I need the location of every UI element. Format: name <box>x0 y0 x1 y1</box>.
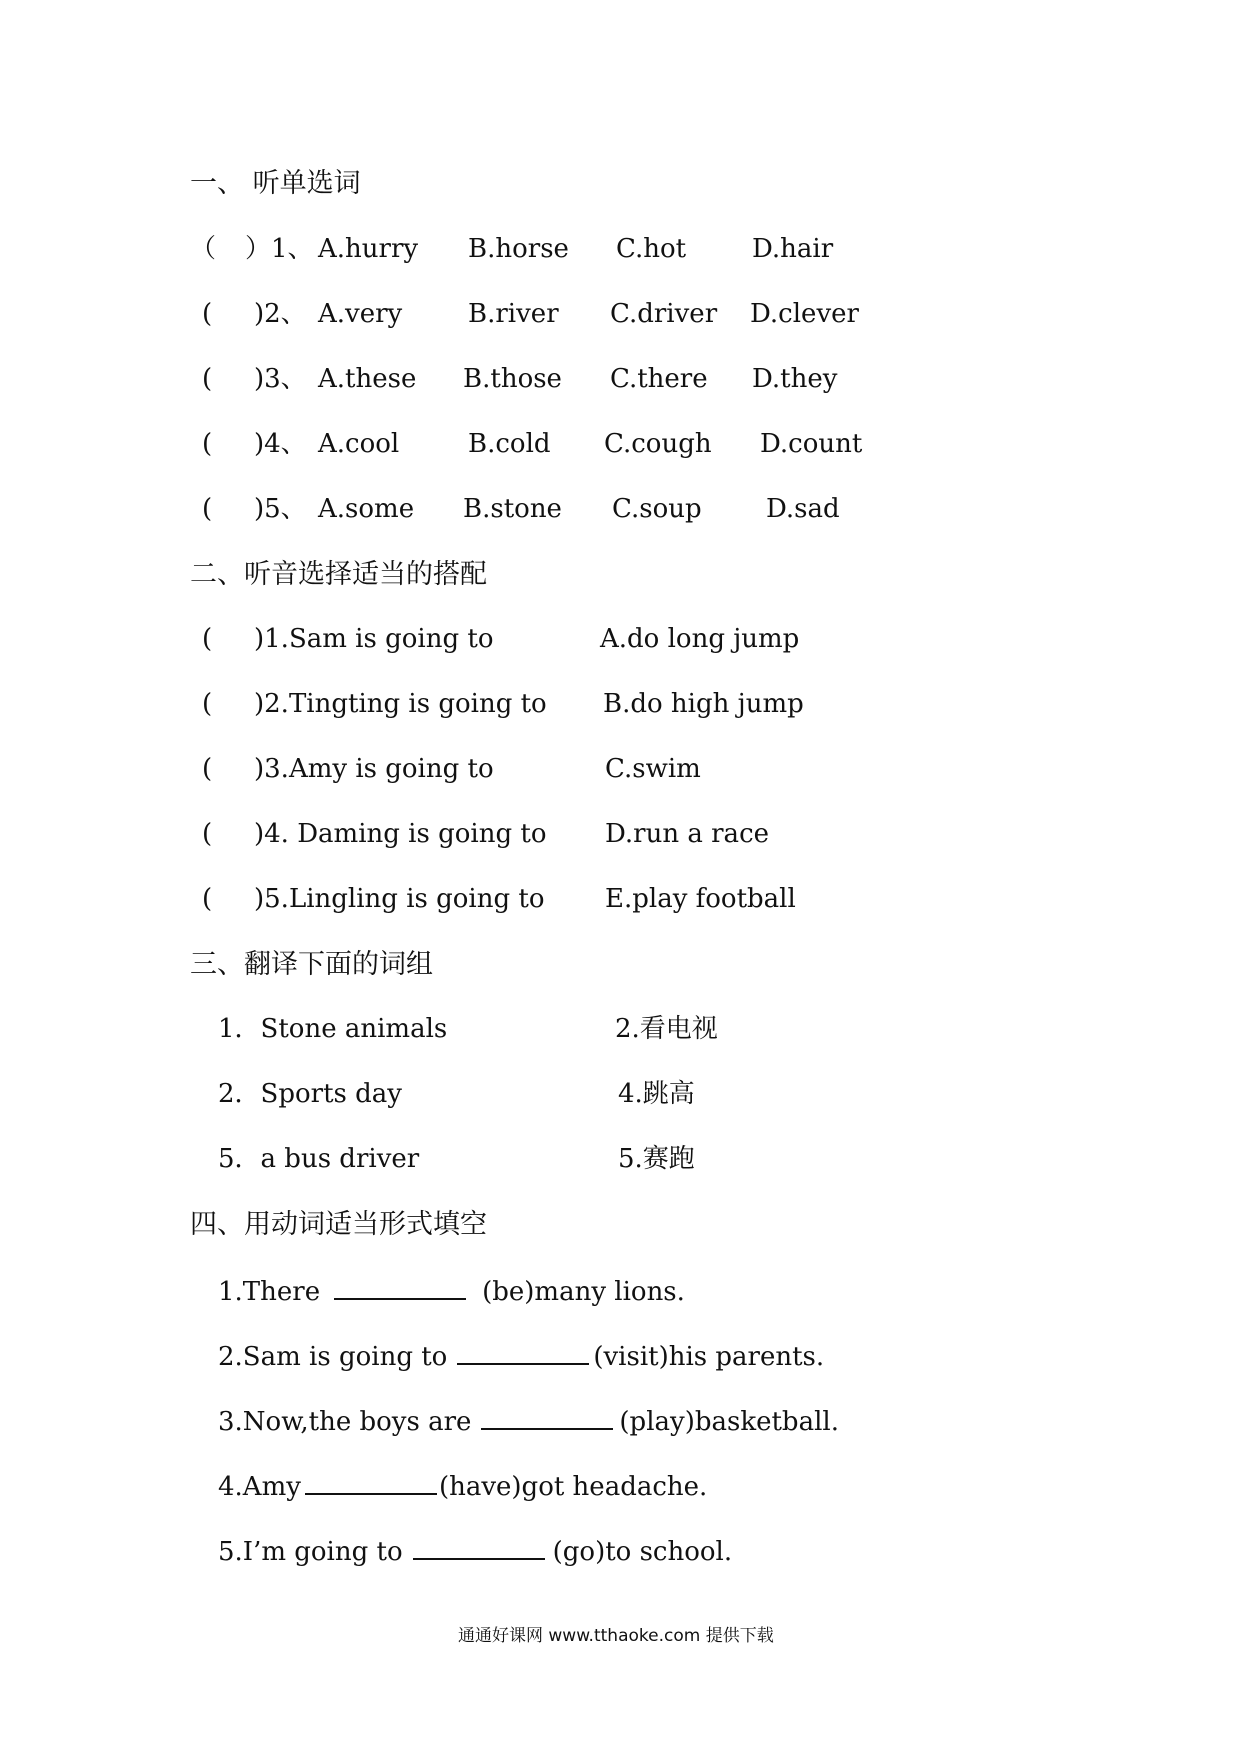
section2-heading: 二、听音选择适当的搭配 <box>190 559 487 590</box>
option-b: B.those <box>463 364 562 394</box>
option-d: D.clever <box>750 299 859 329</box>
option-d: D.sad <box>766 494 840 524</box>
answer-blank[interactable] <box>481 1406 613 1430</box>
sentence-start: 4.Amy <box>218 1472 301 1502</box>
option-d: D.hair <box>752 234 834 264</box>
item-number: )5、 <box>254 494 307 524</box>
match-left: )2.Tingting is going to <box>254 689 547 719</box>
option-c: C.soup <box>612 494 702 524</box>
match-left: )4. Daming is going to <box>254 819 547 849</box>
sentence-start: 2.Sam is going to <box>218 1342 448 1372</box>
sentence-end: (have)got headache. <box>438 1472 708 1502</box>
answer-paren[interactable]: ( <box>202 819 213 849</box>
phrase-left: 2．Sports day <box>218 1079 402 1109</box>
match-right: A.do long jump <box>600 624 800 654</box>
option-b: B.river <box>468 299 559 329</box>
option-b: B.cold <box>468 429 551 459</box>
option-a: A.cool <box>318 429 400 459</box>
fill-blank-2 <box>218 1341 824 1370</box>
phrase-left: 1．Stone animals <box>218 1014 448 1044</box>
sentence-start: 5.I’m going to <box>218 1537 403 1567</box>
option-c: C.driver <box>610 299 718 329</box>
sentence-end: (visit)his parents. <box>593 1342 825 1372</box>
match-left: )5.Lingling is going to <box>254 884 545 914</box>
sentence-end: (play)basketball. <box>619 1407 839 1437</box>
answer-paren[interactable]: ( <box>202 299 213 329</box>
sentence-end: (be)many lions. <box>482 1277 685 1307</box>
item-number: )4、 <box>254 429 307 459</box>
option-d: D.they <box>752 364 838 394</box>
fill-blank-3 <box>218 1406 839 1435</box>
sentence-start: 1.There <box>218 1277 321 1307</box>
match-right: D.run a race <box>605 819 770 849</box>
phrase-right: 2.看电视 <box>615 1014 718 1044</box>
phrase-left: 5．a bus driver <box>218 1144 420 1174</box>
phrase-right: 4.跳高 <box>618 1079 695 1109</box>
phrase-right: 5.赛跑 <box>618 1144 695 1174</box>
fill-blank-5 <box>218 1536 732 1565</box>
item-number: ）1、 <box>245 234 314 264</box>
option-d: D.count <box>760 429 863 459</box>
answer-blank[interactable] <box>305 1471 437 1495</box>
fill-blank-4 <box>218 1471 707 1500</box>
footer-source: 通通好课网 www.tthaoke.com 提供下载 <box>458 1626 774 1646</box>
option-c: C.cough <box>604 429 712 459</box>
section3-heading: 三、翻译下面的词组 <box>190 949 433 980</box>
option-c: C.hot <box>616 234 687 264</box>
option-c: C.there <box>610 364 708 394</box>
section4-heading: 四、用动词适当形式填空 <box>190 1209 487 1240</box>
answer-paren[interactable]: ( <box>202 754 213 784</box>
fill-blank-1 <box>218 1276 685 1305</box>
match-left: )3.Amy is going to <box>254 754 494 784</box>
answer-paren[interactable]: ( <box>202 429 213 459</box>
item-number: )3、 <box>254 364 307 394</box>
answer-paren[interactable]: ( <box>202 624 213 654</box>
option-b: B.horse <box>468 234 569 264</box>
sentence-start: 3.Now,the boys are <box>218 1407 472 1437</box>
option-a: A.some <box>318 494 415 524</box>
item-number: )2、 <box>254 299 307 329</box>
answer-paren[interactable]: （ <box>190 234 217 264</box>
answer-paren[interactable]: ( <box>202 689 213 719</box>
answer-paren[interactable]: ( <box>202 884 213 914</box>
answer-blank[interactable] <box>334 1276 466 1300</box>
match-left: )1.Sam is going to <box>254 624 494 654</box>
section1-heading: 一、 听单选词 <box>190 168 361 199</box>
option-a: A.very <box>318 299 403 329</box>
match-right: C.swim <box>605 754 701 784</box>
answer-paren[interactable]: ( <box>202 494 213 524</box>
answer-blank[interactable] <box>413 1536 545 1560</box>
sentence-end: (go)to school. <box>552 1537 733 1567</box>
option-b: B.stone <box>463 494 562 524</box>
option-a: A.hurry <box>318 234 419 264</box>
match-right: B.do high jump <box>603 689 804 719</box>
answer-paren[interactable]: ( <box>202 364 213 394</box>
option-a: A.these <box>318 364 417 394</box>
answer-blank[interactable] <box>457 1341 589 1365</box>
match-right: E.play football <box>605 884 796 914</box>
